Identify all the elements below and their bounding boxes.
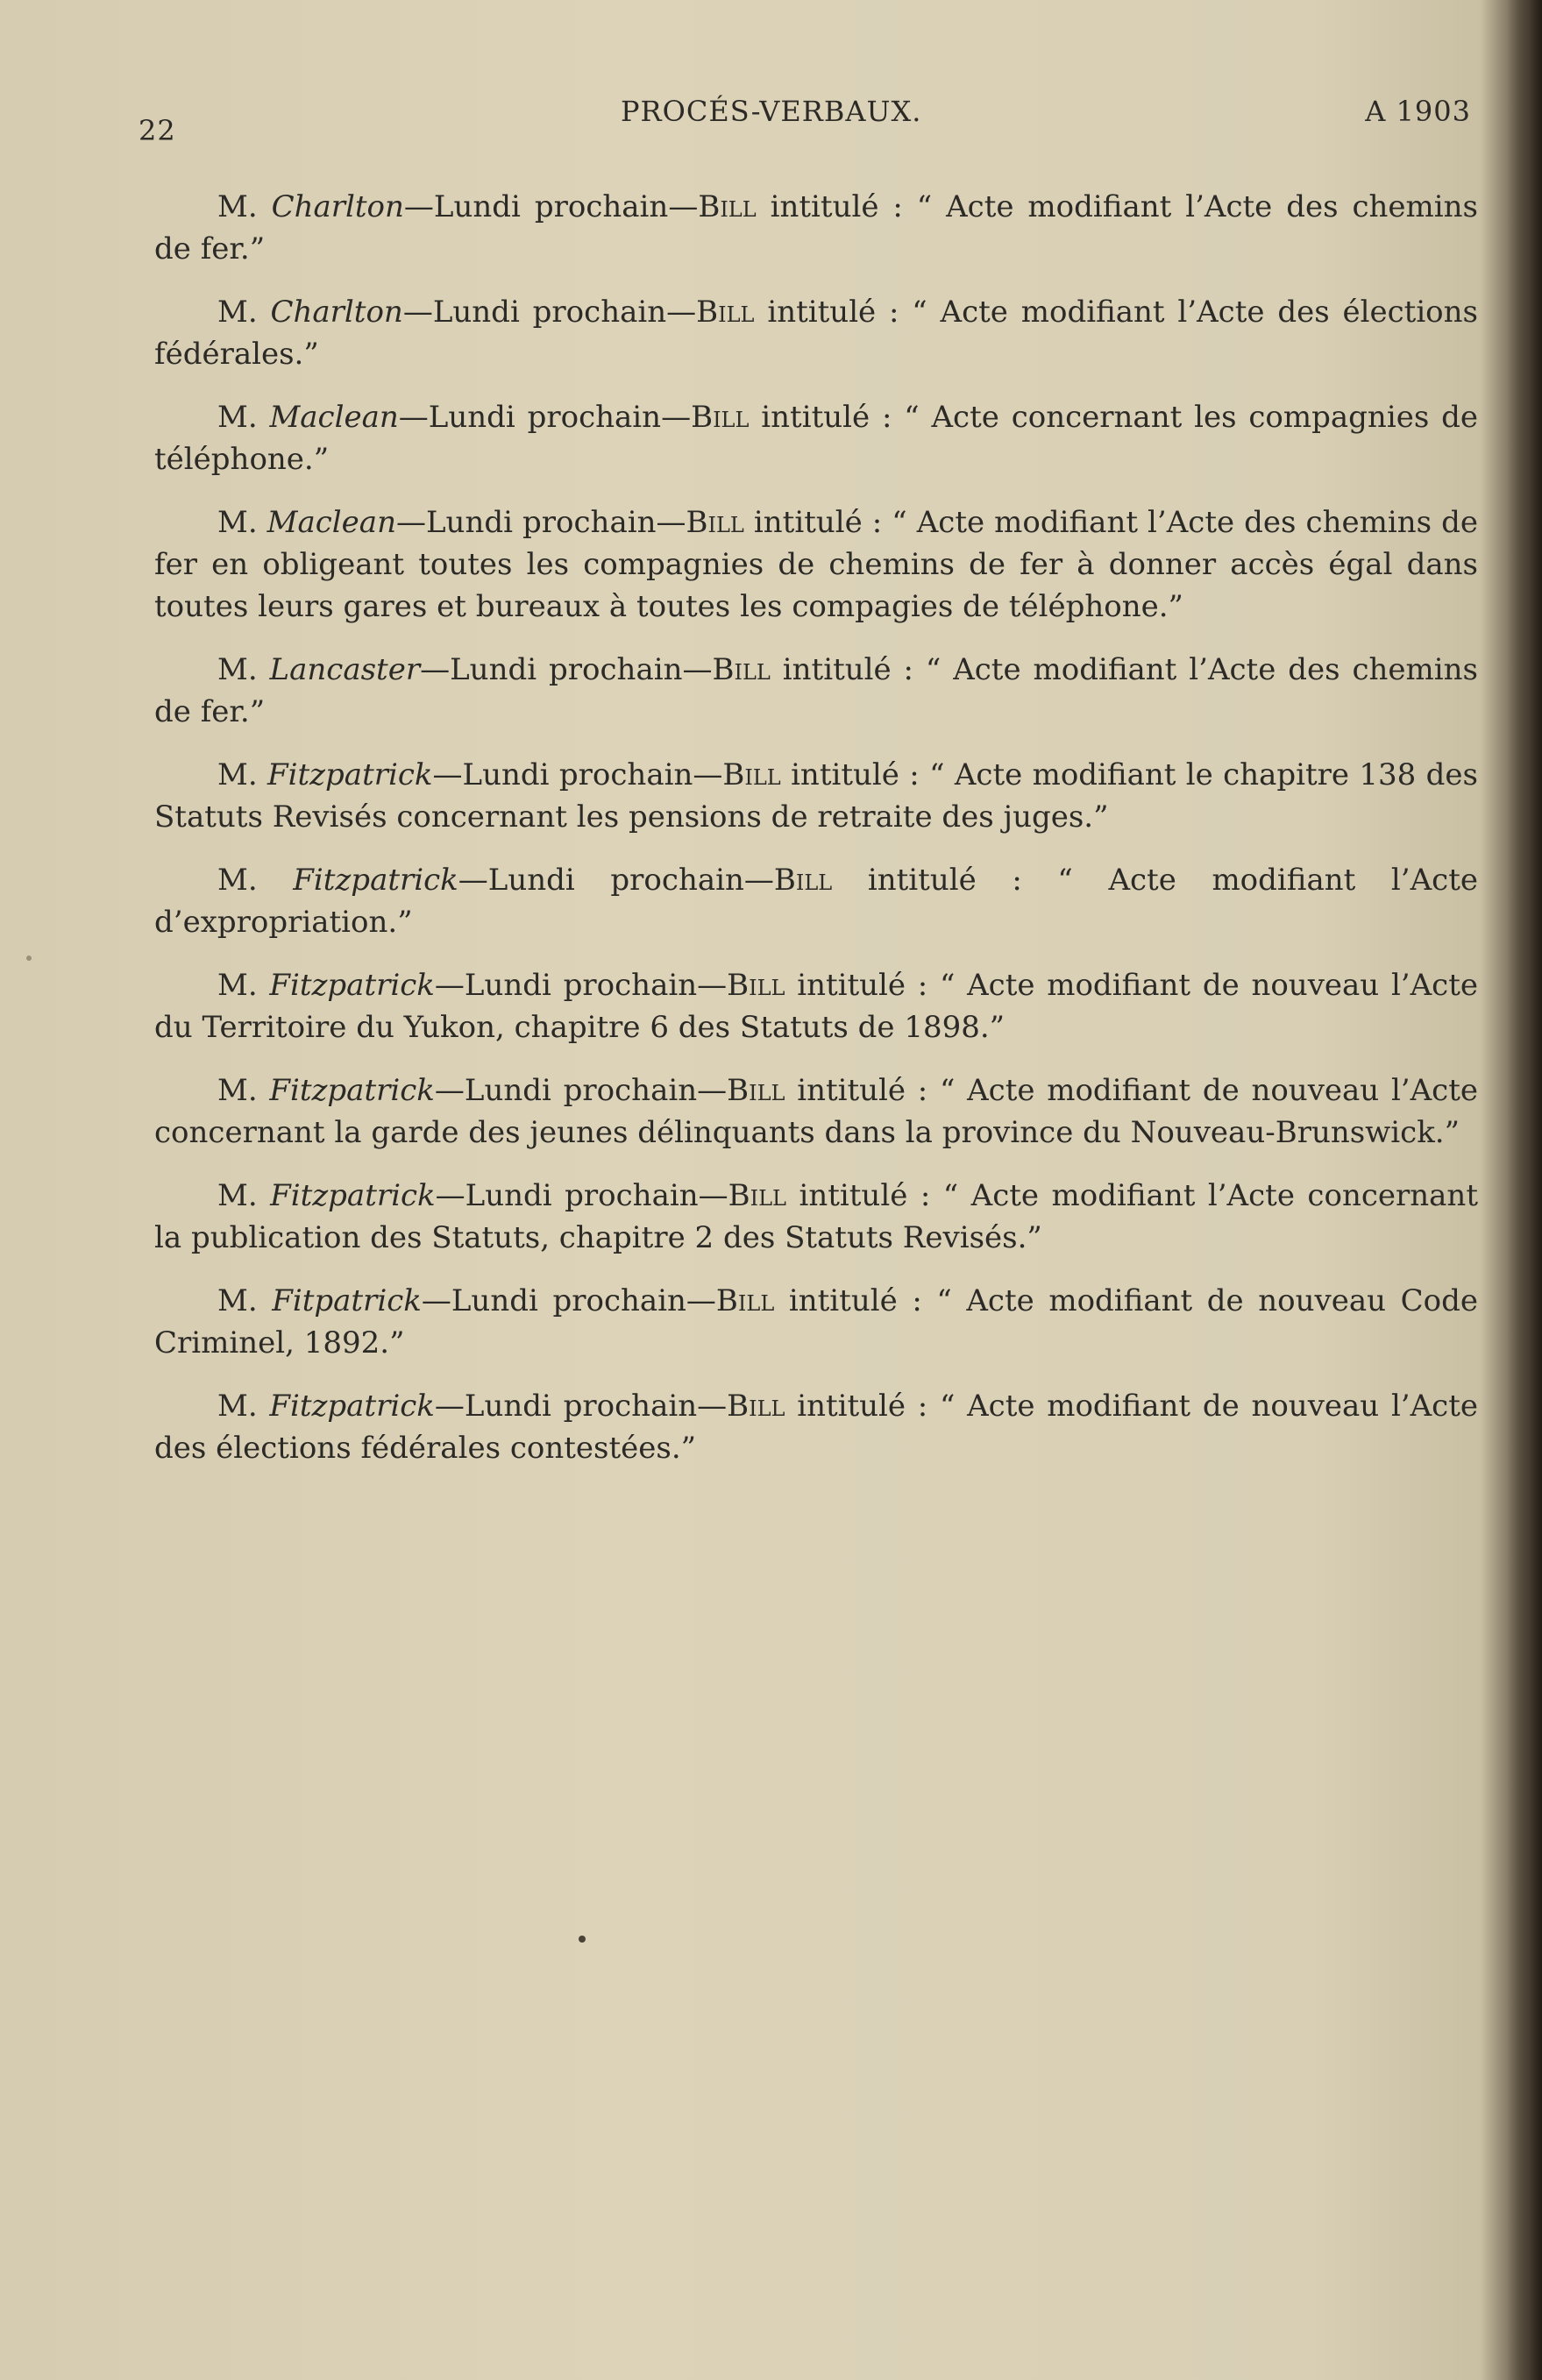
entry: M. Charlton—Lundi prochain—Bill intitulé : “ Acte modifiant l’Acte des chemins de fer.” bbox=[154, 189, 1478, 266]
entry: M. Lancaster—Lundi prochain—Bill intitulé : “ Acte modifiant l’Acte des chemins de fer.” bbox=[154, 652, 1478, 729]
entry: M. Fitzpatrick—Lundi prochain—Bill intitulé : “ Acte modifiant de nouveau l’Acte concernant la garde des jeunes délinquants dans la province du Nouveau-Brunswick.” bbox=[154, 1073, 1478, 1150]
book-spine-shadow bbox=[1507, 0, 1542, 2380]
paper-speck bbox=[579, 1936, 586, 1943]
entry: M. Charlton—Lundi prochain—Bill intitulé : “ Acte modifiant l’Acte des élections fédérales.” bbox=[154, 295, 1479, 372]
entry: M. Fitzpatrick—Lundi prochain—Bill intitulé : “ Acte modifiant de nouveau l’Acte du Territoire du Yukon, chapitre 6 des Statuts de 1898.” bbox=[154, 968, 1478, 1045]
member-name: Fitzpatrick bbox=[269, 1389, 435, 1424]
entries-list bbox=[154, 186, 1478, 1490]
entry: M. Fitzpatrick—Lundi prochain—Bill intitulé : “ Acte modifiant de nouveau l’Acte des élections fédérales contestées.” bbox=[154, 1389, 1478, 1466]
entry: M. Fitpatrick—Lundi prochain—Bill intitulé : “ Acte modifiant de nouveau Code Criminel, 1892.” bbox=[154, 1283, 1478, 1361]
page-year: A 1903 bbox=[1365, 95, 1471, 128]
member-name: Maclean bbox=[266, 505, 396, 540]
member-name: Charlton bbox=[270, 295, 403, 330]
member-name: Maclean bbox=[269, 400, 399, 435]
paper-speck bbox=[26, 956, 32, 961]
page-title: PROCÉS-VERBAUX. bbox=[621, 95, 922, 128]
page-number: 22 bbox=[139, 114, 176, 147]
member-name: Fitzpatrick bbox=[267, 757, 433, 792]
member-name: Fitzpatrick bbox=[270, 1178, 436, 1213]
member-name: Fitzpatrick bbox=[269, 1073, 435, 1108]
member-name: Fitzpatrick bbox=[293, 863, 458, 898]
member-name: Fitpatrick bbox=[272, 1283, 422, 1318]
member-name: Charlton bbox=[271, 189, 404, 224]
member-name: Fitzpatrick bbox=[269, 968, 435, 1003]
entry: M. Maclean—Lundi prochain—Bill intitulé : “ Acte concernant les compagnies de téléphone.” bbox=[154, 400, 1478, 477]
entry: M. Maclean—Lundi prochain—Bill intitulé : “ Acte modifiant l’Acte des chemins de fer en obligeant toutes les compagnies de chemins de fer à donner accès égal dans toutes leurs gares et bureaux à toutes les compagies de téléphone.” bbox=[154, 505, 1478, 624]
page-header bbox=[139, 95, 1471, 147]
member-name: Lancaster bbox=[269, 652, 421, 687]
entry: M. Fitzpatrick—Lundi prochain—Bill intitulé : “ Acte modifiant l’Acte concernant la publication des Statuts, chapitre 2 des Statuts Revisés.” bbox=[154, 1178, 1478, 1255]
entry: M. Fitzpatrick—Lundi prochain—Bill intitulé : “ Acte modifiant le chapitre 138 des Statuts Revisés concernant les pensions de retraite des juges.” bbox=[154, 757, 1478, 835]
entry: M. Fitzpatrick—Lundi prochain—Bill intitulé : “ Acte modifiant l’Acte d’expropriation.” bbox=[154, 863, 1478, 940]
